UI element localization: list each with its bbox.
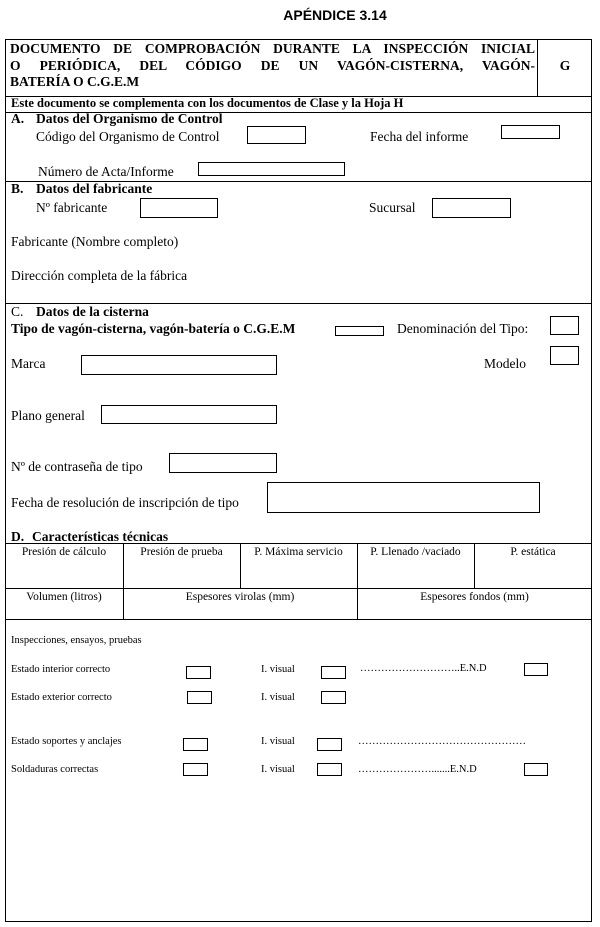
brand-label: Marca: [11, 356, 46, 371]
type-denomination-field[interactable]: [550, 316, 579, 335]
section-d-title: Características técnicas: [32, 529, 169, 544]
dotted-line: …………………………………………: [358, 736, 526, 747]
wagon-type-label: Tipo de vagón-cisterna, vagón-batería o C.G.E.M: [11, 321, 296, 336]
inspection-label: Soldaduras correctas: [11, 764, 99, 775]
title-line-1: DOCUMENTO DE COMPROBACIÓN DURANTE LA INSPECCIÓN INICIAL: [10, 41, 535, 56]
inspection-label: Estado exterior correcto: [11, 692, 112, 703]
brand-field[interactable]: [81, 355, 277, 375]
branch-label: Sucursal: [369, 200, 416, 215]
general-plan-label: Plano general: [11, 408, 85, 423]
inspection-label: Estado soportes y anclajes: [11, 736, 122, 747]
visual-inspection-label: I. visual: [261, 764, 295, 775]
end-box[interactable]: [524, 663, 548, 676]
act-number-label: Número de Acta/Informe: [38, 164, 174, 179]
table-header-cell: Espesores virolas (mm): [185, 591, 295, 603]
general-plan-field[interactable]: [101, 405, 277, 424]
table-header-cell: P. estática: [510, 546, 556, 558]
manufacturer-number-field[interactable]: [140, 198, 218, 218]
document-title: [10, 41, 535, 91]
visual-inspection-box[interactable]: [317, 738, 342, 751]
inspection-label: Estado interior correcto: [11, 664, 111, 675]
visual-inspection-box[interactable]: [317, 763, 342, 776]
table-top-line: [5, 543, 592, 544]
report-date-label: Fecha del informe: [370, 129, 469, 144]
visual-inspection-box[interactable]: [321, 691, 346, 704]
report-date-field[interactable]: [501, 125, 560, 139]
type-password-field[interactable]: [169, 453, 277, 473]
end-box[interactable]: [524, 763, 548, 776]
section-b-title: Datos del fabricante: [36, 181, 153, 196]
table-header-cell: P. Llenado /vaciado: [370, 546, 461, 558]
section-c-letter: C.: [11, 304, 24, 319]
section-d-letter: D.: [11, 529, 25, 544]
table-header-cell: Presión de prueba: [140, 546, 223, 558]
section-a-title: Datos del Organismo de Control: [36, 111, 223, 126]
title-line-2: O PERIÓDICA, DEL CÓDIGO DE UN VAGÓN-CISTERNA, VAGÓN-: [10, 57, 535, 73]
visual-inspection-label: I. visual: [261, 692, 295, 703]
inspection-check-box[interactable]: [186, 666, 211, 679]
document-code: G: [559, 58, 571, 73]
section-a-letter: A.: [11, 111, 25, 126]
type-denomination-label: Denominación del Tipo:: [397, 321, 529, 336]
control-body-code-field[interactable]: [247, 126, 306, 144]
section-b-letter: B.: [11, 181, 24, 196]
model-label: Modelo: [484, 356, 526, 371]
manufacturer-name-label: Fabricante (Nombre completo): [11, 234, 179, 249]
factory-address-label: Dirección completa de la fábrica: [11, 268, 188, 283]
inspection-check-box[interactable]: [187, 691, 212, 704]
table-bottom-line: [5, 619, 592, 620]
inspections-title: Inspecciones, ensayos, pruebas: [11, 635, 142, 646]
visual-inspection-label: I. visual: [261, 736, 295, 747]
section-c-title: Datos de la cisterna: [36, 304, 149, 319]
title-line-3: BATERÍA O C.G.E.M: [10, 74, 140, 89]
table-header-cell: P. Máxima servicio: [254, 546, 343, 558]
visual-inspection-box[interactable]: [321, 666, 346, 679]
manufacturer-number-label: Nº fabricante: [36, 200, 108, 215]
inspection-check-box[interactable]: [183, 738, 208, 751]
inspection-check-box[interactable]: [183, 763, 208, 776]
type-registration-date-field[interactable]: [267, 482, 540, 513]
appendix-title: APÉNDICE 3.14: [283, 7, 387, 23]
act-number-field[interactable]: [198, 162, 345, 176]
table-header-cell: Volumen (litros): [26, 591, 102, 603]
control-body-code-label: Código del Organismo de Control: [36, 129, 220, 144]
table-header-cell: Presión de cálculo: [21, 546, 107, 558]
type-registration-date-label: Fecha de resolución de inscripción de tipo: [11, 495, 239, 510]
branch-field[interactable]: [432, 198, 511, 218]
table-mid-line: [5, 588, 592, 589]
end-dotted-label: ………………….......E.N.D: [358, 764, 477, 775]
visual-inspection-label: I. visual: [261, 664, 295, 675]
model-field[interactable]: [550, 346, 579, 365]
end-dotted-label: ………………………..E.N.D: [360, 663, 487, 674]
complement-note: Este documento se complementa con los documentos de Clase y la Hoja H: [11, 96, 404, 110]
type-password-label: Nº de contraseña de tipo: [11, 459, 143, 474]
table-header-cell: Espesores fondos (mm): [420, 591, 529, 603]
wagon-type-field[interactable]: [335, 326, 384, 336]
